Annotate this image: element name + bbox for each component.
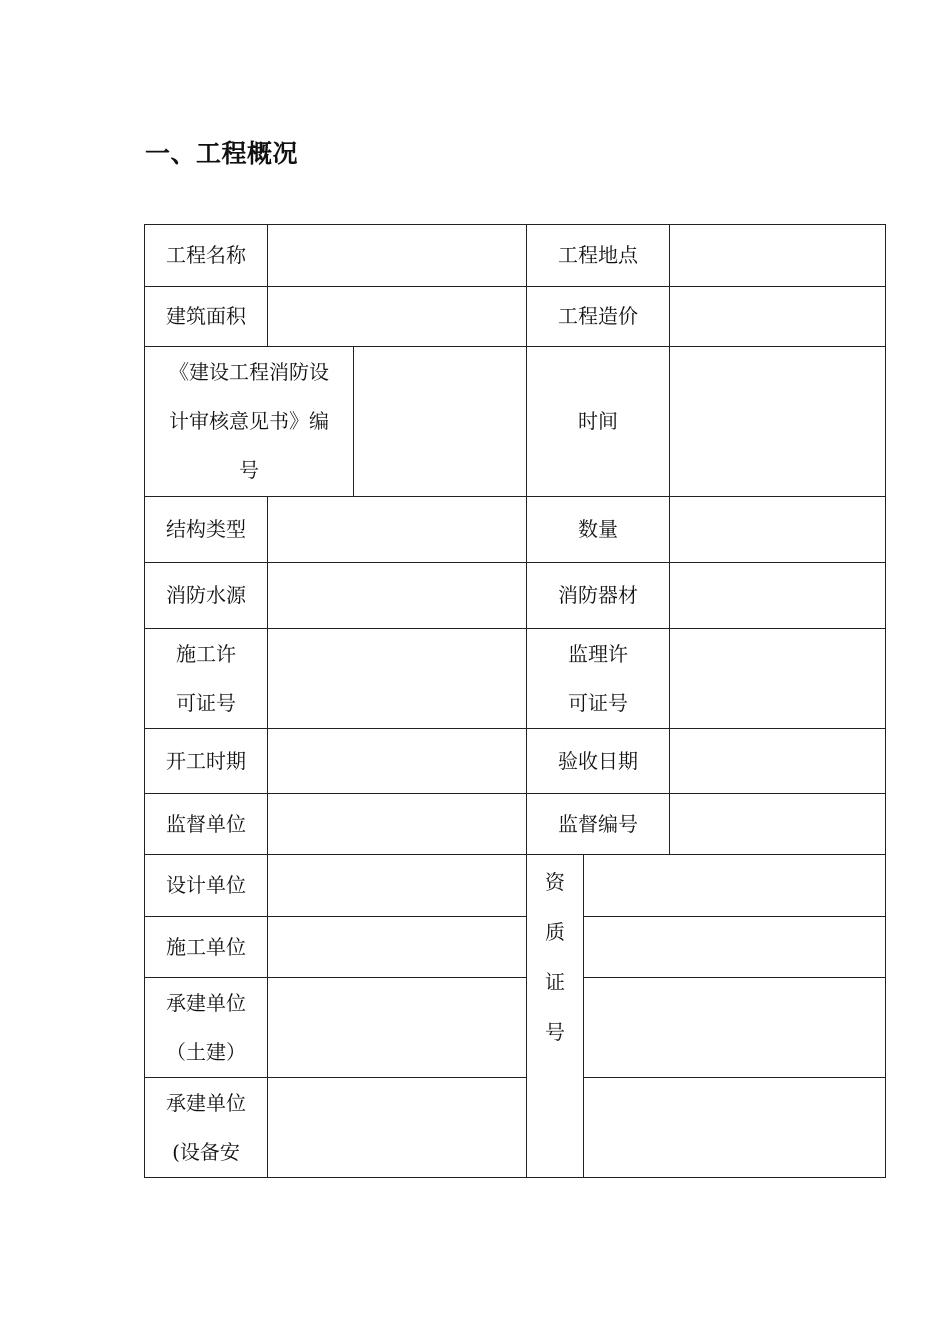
start-date-label-text: 开工时期 <box>166 748 246 773</box>
project-name-label-text: 工程名称 <box>166 243 246 267</box>
project-name-value[interactable] <box>268 225 526 286</box>
structure-type-value[interactable] <box>268 497 526 562</box>
contractor-equipment-line2: (设备安 <box>172 1139 240 1164</box>
start-date-value[interactable] <box>268 729 526 793</box>
fire-equipment-label-text: 消防器材 <box>558 583 638 607</box>
project-location-label <box>527 225 669 286</box>
project-name-label <box>145 225 267 286</box>
project-cost-value[interactable] <box>670 287 885 346</box>
qualification-cert-char: 号 <box>545 1020 565 1044</box>
quantity-label <box>527 497 669 562</box>
project-location-label-text: 工程地点 <box>558 243 638 267</box>
fire-water-source-value[interactable] <box>268 563 526 628</box>
project-location-value[interactable] <box>670 225 885 286</box>
start-date-label <box>145 729 267 793</box>
supervision-permit-label <box>527 629 669 728</box>
fire-design-opinion-no-label <box>145 347 353 496</box>
construction-permit-value[interactable] <box>268 629 526 728</box>
contractor-equipment-cert-value[interactable] <box>584 1078 885 1177</box>
fire-water-source-label-text: 消防水源 <box>166 583 246 607</box>
qualification-cert-char: 资 <box>545 870 565 894</box>
fire-design-opinion-line3: 号 <box>239 458 259 482</box>
supervision-permit-value[interactable] <box>670 629 885 728</box>
supervisor-unit-value[interactable] <box>268 794 526 854</box>
structure-type-label <box>145 497 267 562</box>
contractor-civil-label <box>145 978 267 1077</box>
building-area-label-text: 建筑面积 <box>166 304 246 328</box>
time-label <box>527 347 669 496</box>
contractor-civil-line2: （土建） <box>166 1039 246 1064</box>
design-unit-label-text: 设计单位 <box>166 873 246 897</box>
contractor-equipment-label <box>145 1078 267 1177</box>
construction-unit-label <box>145 917 267 977</box>
contractor-civil-value[interactable] <box>268 978 526 1077</box>
time-label-text: 时间 <box>578 409 618 433</box>
design-unit-label <box>145 855 267 916</box>
supervisor-unit-label <box>145 794 267 854</box>
design-unit-cert-value[interactable] <box>584 855 885 916</box>
structure-type-label-text: 结构类型 <box>166 517 246 541</box>
fire-equipment-value[interactable] <box>670 563 885 628</box>
section-heading: 一、工程概况 <box>145 139 299 168</box>
contractor-equipment-value[interactable] <box>268 1078 526 1177</box>
project-cost-label <box>527 287 669 346</box>
quantity-value[interactable] <box>670 497 885 562</box>
supervisor-no-value[interactable] <box>670 794 885 854</box>
supervisor-unit-label-text: 监督单位 <box>166 811 246 836</box>
design-unit-value[interactable] <box>268 855 526 916</box>
construction-unit-label-text: 施工单位 <box>166 934 246 959</box>
construction-unit-value[interactable] <box>268 917 526 977</box>
table-line <box>144 1177 886 1178</box>
fire-design-opinion-line2: 计审核意见书》编 <box>169 409 329 433</box>
fire-design-opinion-line1: 《建设工程消防设 <box>169 360 329 384</box>
contractor-civil-cert-value[interactable] <box>584 978 885 1077</box>
qualification-cert-label <box>527 855 583 1055</box>
contractor-civil-line1: 承建单位 <box>166 990 246 1015</box>
fire-equipment-label <box>527 563 669 628</box>
fire-design-opinion-no-value[interactable] <box>354 347 526 496</box>
time-value[interactable] <box>670 347 885 496</box>
project-cost-label-text: 工程造价 <box>558 304 638 328</box>
quantity-label-text: 数量 <box>578 517 618 541</box>
supervisor-no-label-text: 监督编号 <box>558 811 638 836</box>
construction-permit-line2: 可证号 <box>176 690 236 715</box>
qualification-cert-char: 质 <box>545 920 565 944</box>
supervision-permit-line1: 监理许 <box>568 641 628 666</box>
acceptance-date-label-text: 验收日期 <box>558 748 638 773</box>
construction-unit-cert-value[interactable] <box>584 917 885 977</box>
qualification-cert-char: 证 <box>545 970 565 994</box>
table-line <box>885 224 886 1178</box>
supervision-permit-line2: 可证号 <box>568 690 628 715</box>
construction-permit-label <box>145 629 267 728</box>
acceptance-date-label <box>527 729 669 793</box>
building-area-label <box>145 287 267 346</box>
fire-water-source-label <box>145 563 267 628</box>
contractor-equipment-line1: 承建单位 <box>166 1090 246 1115</box>
building-area-value[interactable] <box>268 287 526 346</box>
acceptance-date-value[interactable] <box>670 729 885 793</box>
supervisor-no-label <box>527 794 669 854</box>
construction-permit-line1: 施工许 <box>176 641 236 666</box>
